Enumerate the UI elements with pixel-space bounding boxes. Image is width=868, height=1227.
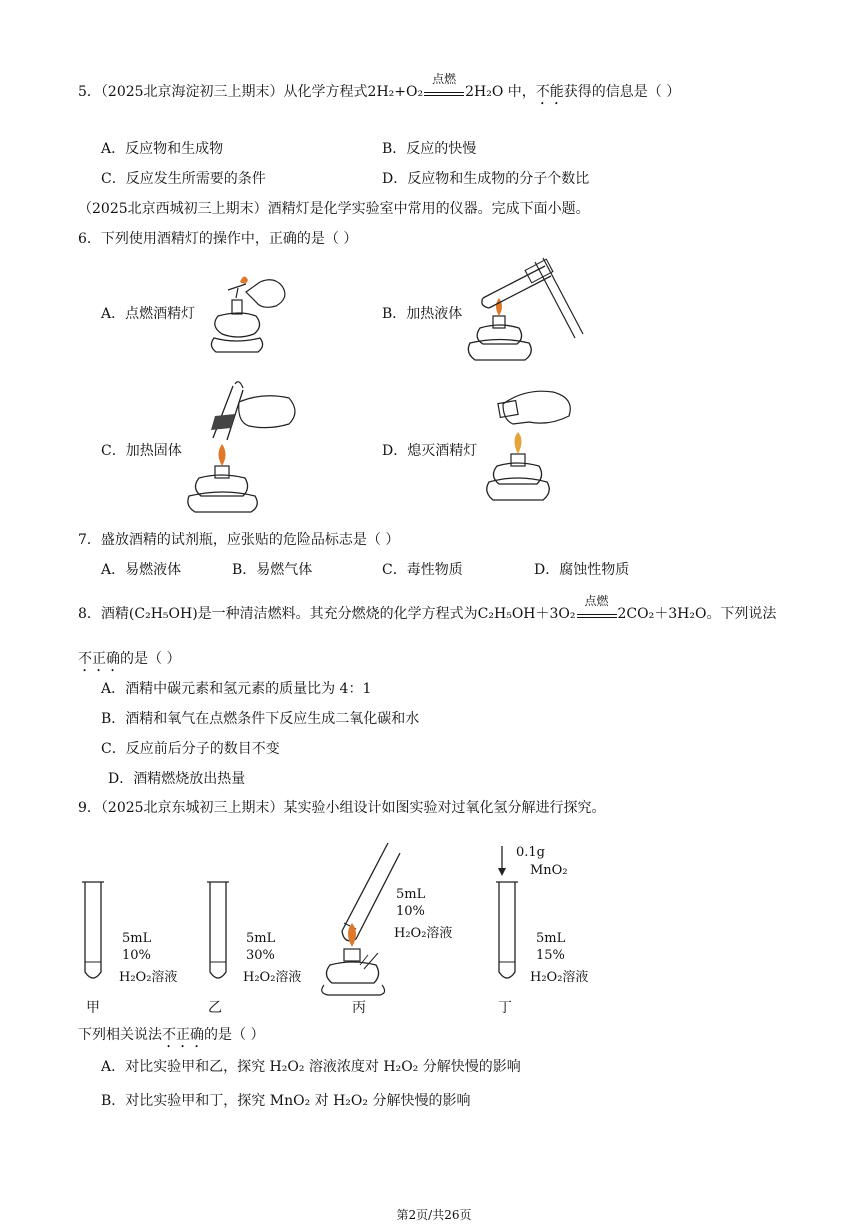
q8-option-c: C．反应前后分子的数目不变 xyxy=(101,741,280,757)
test-tube-bing-heated xyxy=(322,835,402,995)
group-intro: （2025北京西城初三上期末）酒精灯是化学实验室中常用的仪器。完成下面小题。 xyxy=(78,201,590,217)
q8-eq-right: 2CO₂＋3H₂O xyxy=(617,606,707,622)
q5-option-d: D．反应物和生成物的分子个数比 xyxy=(382,171,590,187)
additive-name: MnO₂ xyxy=(530,863,568,878)
q9-stem: 9．（2025北京东城初三上期末）某实验小组设计如图实验对过氧化氢分解进行探究。 xyxy=(78,800,606,816)
jia-solution: H₂O₂溶液 xyxy=(119,970,178,985)
q6-option-c: C．加热固体 xyxy=(101,443,182,459)
heating-solid-figure xyxy=(185,378,305,518)
q7-stem: 7．盛放酒精的试剂瓶，应张贴的危险品标志是（ ） xyxy=(78,532,400,548)
q5-eq-left: 2H₂+O₂ xyxy=(367,84,424,100)
bing-solution: H₂O₂溶液 xyxy=(394,926,453,941)
yi-concentration: 30% xyxy=(246,948,275,963)
q9-sub-stem xyxy=(78,1024,264,1051)
ding-volume: 5mL xyxy=(536,931,566,946)
q5-emphasis: 不能 xyxy=(535,84,564,100)
q5-condition-arrow xyxy=(424,72,464,96)
q8-option-d: D．酒精燃烧放出热量 xyxy=(108,771,246,787)
test-tube-yi xyxy=(203,880,233,990)
ding-label: 丁 xyxy=(498,1000,512,1016)
q6-stem: 6．下列使用酒精灯的操作中，正确的是（ ） xyxy=(78,231,358,247)
q8-stem-c: 的是（ ） xyxy=(120,651,181,667)
q8-condition-arrow xyxy=(577,594,617,618)
jia-label: 甲 xyxy=(86,1000,100,1016)
q9-option-b: B．对比实验甲和丁，探究 MnO₂ 对 H₂O₂ 分解快慢的影响 xyxy=(101,1093,471,1109)
q5-middle: 中， xyxy=(503,84,536,100)
q5-option-b: B．反应的快慢 xyxy=(382,141,477,157)
q7-option-b: B．易燃气体 xyxy=(232,562,313,578)
yi-volume: 5mL xyxy=(246,931,276,946)
test-tube-ding xyxy=(492,846,522,990)
yi-solution: H₂O₂溶液 xyxy=(243,970,302,985)
bing-label: 丙 xyxy=(352,1000,366,1016)
q9-option-a: A．对比实验甲和乙，探究 H₂O₂ 溶液浓度对 H₂O₂ 分解快慢的影响 xyxy=(101,1059,521,1075)
bing-volume: 5mL xyxy=(396,887,426,902)
q8-stem-b: 。下列说法 xyxy=(706,606,777,622)
ding-concentration: 15% xyxy=(536,948,565,963)
lighting-lamp-with-lamp-figure xyxy=(200,268,300,358)
q7-option-c: C．毒性物质 xyxy=(382,562,463,578)
q8-stem-line2 xyxy=(78,648,180,675)
q5-stem xyxy=(78,72,681,108)
q5-eq-right: 2H₂O xyxy=(465,84,504,100)
q8-emphasis: 不正确 xyxy=(78,651,120,667)
extinguishing-lamp-figure xyxy=(483,382,583,512)
q5-prefix: 5．（2025北京海淀初三上期末）从化学方程式 xyxy=(78,84,368,100)
q7-option-a: A．易燃液体 xyxy=(101,562,182,578)
q6-option-d: D．熄灭酒精灯 xyxy=(382,443,478,459)
jia-concentration: 10% xyxy=(122,948,151,963)
q6-option-a: A．点燃酒精灯 xyxy=(101,306,196,322)
page-footer: 第2页/共26页 xyxy=(396,1208,472,1222)
q8-option-b: B．酒精和氧气在点燃条件下反应生成二氧化碳和水 xyxy=(101,711,420,727)
q5-condition: 点燃 xyxy=(432,72,457,86)
bing-concentration: 10% xyxy=(396,904,425,919)
q5-option-a: A．反应物和生成物 xyxy=(101,141,224,157)
ding-solution: H₂O₂溶液 xyxy=(530,970,589,985)
q7-option-d: D．腐蚀性物质 xyxy=(534,562,630,578)
q9-sub-emphasis: 不正确 xyxy=(162,1027,204,1043)
heating-liquid-figure xyxy=(465,258,585,368)
q8-stem-a: 8．酒精(C₂H₅OH)是一种清洁燃料。其充分燃烧的化学方程式为 xyxy=(78,606,478,622)
q8-eq-left: C₂H₅OH＋3O₂ xyxy=(477,606,576,622)
yi-label: 乙 xyxy=(208,1000,222,1016)
q6-option-b: B．加热液体 xyxy=(382,306,463,322)
q5-option-c: C．反应发生所需要的条件 xyxy=(101,171,266,187)
q9-sub-stem-a: 下列相关说法 xyxy=(78,1027,162,1043)
q9-sub-stem-b: 的是（ ） xyxy=(204,1027,265,1043)
q5-suffix: 获得的信息是（ ） xyxy=(563,84,681,100)
q8-condition: 点燃 xyxy=(584,594,609,608)
q8-stem xyxy=(78,594,777,623)
jia-volume: 5mL xyxy=(122,931,152,946)
q8-option-a: A．酒精中碳元素和氢元素的质量比为 4：1 xyxy=(101,681,372,697)
additive-mass: 0.1g xyxy=(516,845,545,860)
test-tube-jia xyxy=(78,880,108,990)
